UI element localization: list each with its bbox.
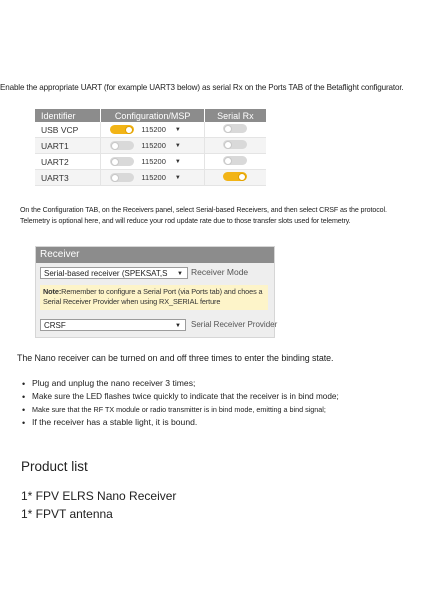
note-label: Note: <box>43 287 62 296</box>
chevron-down-icon[interactable]: ▼ <box>174 174 181 181</box>
chevron-down-icon[interactable]: ▼ <box>174 126 181 133</box>
list-item: • Make sure the LED flashes twice quickly to indicate that the receiver is in bind mode; <box>22 392 339 402</box>
serial-rx-toggle[interactable] <box>223 156 247 165</box>
list-item: • If the receiver has a stable light, it is bound. <box>22 417 198 428</box>
intro-text: Enable the appropriate UART (for example UART3 below) as serial Rx on the Ports TAB of the Betaflight configurator. <box>0 83 404 92</box>
msp-toggle[interactable] <box>110 157 134 166</box>
table-row <box>35 170 266 186</box>
receiver-panel-title: Receiver <box>36 247 274 263</box>
serial-provider-label: Serial Receiver Provider <box>191 320 278 329</box>
serial-rx-toggle[interactable] <box>223 140 247 149</box>
header-serial-rx: Serial Rx <box>204 109 266 122</box>
header-identifier: Identifier <box>35 109 101 122</box>
note-text: Remember to configure a Serial Port (via Ports tab) and choes a Serial Receiver Provider when using RX_SERIAL ferture <box>43 287 263 306</box>
bullet-icon: • <box>22 418 26 428</box>
chevron-down-icon[interactable]: ▼ <box>174 142 181 149</box>
port-identifier: UART2 <box>35 154 101 170</box>
chevron-down-icon: ▼ <box>175 323 181 329</box>
serial-provider-value: CRSF <box>44 321 66 330</box>
port-identifier: UART1 <box>35 138 101 154</box>
baud-rate-value: 115200 <box>141 157 166 166</box>
list-item: • Plug and unplug the nano receiver 3 times; <box>22 378 196 389</box>
binding-intro: The Nano receiver can be turned on and off three times to enter the binding state. <box>17 353 334 363</box>
ports-table <box>35 109 266 186</box>
serial-rx-toggle[interactable] <box>223 172 247 181</box>
receiver-note <box>40 285 268 310</box>
serial-rx-toggle[interactable] <box>223 124 247 133</box>
configuration-instructions: On the Configuration TAB, on the Receivers panel, select Serial-based Receivers, and then select CRSF as the protocol. Telemetry is optional here, and will reduce your rod update rate due to those transfer slots used for telemetry. <box>20 206 387 225</box>
msp-toggle[interactable] <box>110 125 134 134</box>
baud-rate-value: 115200 <box>141 173 166 182</box>
msp-toggle[interactable] <box>110 173 134 182</box>
header-configuration-msp: Configuration/MSP <box>101 109 204 122</box>
product-list-title: Product list <box>21 459 88 474</box>
bullet-icon: • <box>22 392 26 402</box>
receiver-mode-label: Receiver Mode <box>191 267 249 277</box>
receiver-mode-value: Serial-based receiver (SPEKSAT,S <box>44 269 168 278</box>
list-item: • Make sure that the RF TX module or radio transmitter is in bind mode, emitting a bind signal; <box>22 405 326 415</box>
table-row <box>35 138 266 154</box>
table-row <box>35 122 266 138</box>
receiver-panel <box>35 246 278 338</box>
msp-toggle[interactable] <box>110 141 134 150</box>
table-row <box>35 154 266 170</box>
product-item: 1* FPVT antenna <box>21 507 113 521</box>
bullet-icon: • <box>22 379 26 389</box>
baud-rate-value: 115200 <box>141 141 166 150</box>
binding-steps-list <box>22 377 339 429</box>
serial-provider-select[interactable] <box>40 319 186 331</box>
bullet-icon: • <box>22 405 26 415</box>
baud-rate-value: 115200 <box>141 125 166 134</box>
product-item: 1* FPV ELRS Nano Receiver <box>21 489 177 503</box>
port-identifier: USB VCP <box>35 122 101 138</box>
port-identifier: UART3 <box>35 170 101 186</box>
receiver-mode-select[interactable] <box>40 267 188 279</box>
ports-table-header <box>35 109 266 122</box>
chevron-down-icon: ▼ <box>177 271 183 277</box>
chevron-down-icon[interactable]: ▼ <box>174 158 181 165</box>
